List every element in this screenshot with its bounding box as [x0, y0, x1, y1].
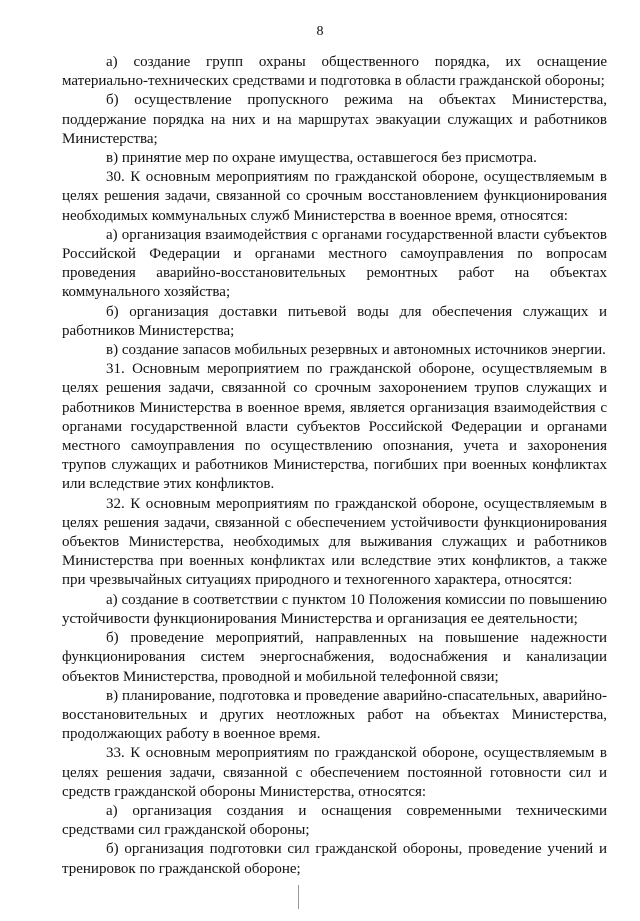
document-body: [62, 53, 607, 879]
paragraph: а) создание в соответствии с пунктом 10 Положения комиссии по повышению устойчивости функционирования Министерства и организация ее деятельности;: [62, 591, 607, 627]
paragraph: 30. К основным мероприятиям по гражданской обороне, осуществляемым в целях решения задачи, связанной со срочным восстановлением функционирования необходимых коммунальных служб Министерства в военное время, относятся:: [62, 169, 607, 224]
page-number: 8: [316, 24, 324, 39]
paragraph: в) планирование, подготовка и проведение аварийно-спасательных, аварийно-восстановительных и других неотложных работ на объектах Министерства, продолжающих работу в военное время.: [62, 687, 607, 743]
paragraph: 31. Основным мероприятием по гражданской обороне, осуществляемым в целях решения задачи, связанной со срочным захоронением трупов служащих и работников Министерства в военное время, является организация взаимодействия с органами государственной власти субъектов Российской Федерации и органами местного самоуправления по осуществлению опознания, учета и захоронения трупов служащих и работников Министерства, погибших при военных конфликтах или вследствие этих конфликтов.: [62, 361, 607, 493]
paragraph: б) организация доставки питьевой воды для обеспечения служащих и работников Министерства;: [62, 303, 607, 339]
paragraph: а) создание групп охраны общественного порядка, их оснащение материально-технических средствами и подготовка в области гражданской обороны;: [62, 54, 607, 90]
paragraph: 33. К основным мероприятиям по гражданской обороне, осуществляемым в целях решения задачи, связанной с обеспечением постоянной готовности сил и средств гражданской обороны Министерства, относятся:: [62, 745, 607, 800]
paragraph: б) осуществление пропускного режима на объектах Министерства, поддержание порядка на них и на маршрутах эвакуации служащих и работников Министерства;: [62, 92, 607, 147]
paragraph: а) организация создания и оснащения современными техническими средствами сил гражданской обороны;: [62, 802, 607, 839]
paragraph: 32. К основным мероприятиям по гражданской обороне, осуществляемым в целях решения задачи, связанной с обеспечением устойчивости функционирования объектов Министерства, необходимых для выживания служащих и работников Министерства при военных конфликтах или вследствие этих конфликтов, а также при чрезвычайных ситуациях природного и техногенного характера, относятся:: [62, 495, 607, 589]
paragraph: а) организация взаимодействия с органами государственной власти субъектов Российской Федерации и органами местного самоуправления по вопросам проведения аварийно-восстановительных ремонтных работ на объектах коммунального хозяйства;: [62, 226, 607, 301]
paragraph: б) организация подготовки сил гражданской обороны, проведение учений и тренировок по гражданской обороне;: [62, 841, 607, 877]
paragraph: в) принятие мер по охране имущества, оставшегося без присмотра.: [106, 150, 537, 167]
scan-mark: [298, 885, 299, 909]
paragraph: в) создание запасов мобильных резервных и автономных источников энергии.: [106, 342, 606, 359]
paragraph: б) проведение мероприятий, направленных на повышение надежности функционирования систем энергоснабжения, водоснабжения и канализации объектов Министерства, проводной и мобильной телефонной связи;: [62, 630, 607, 685]
